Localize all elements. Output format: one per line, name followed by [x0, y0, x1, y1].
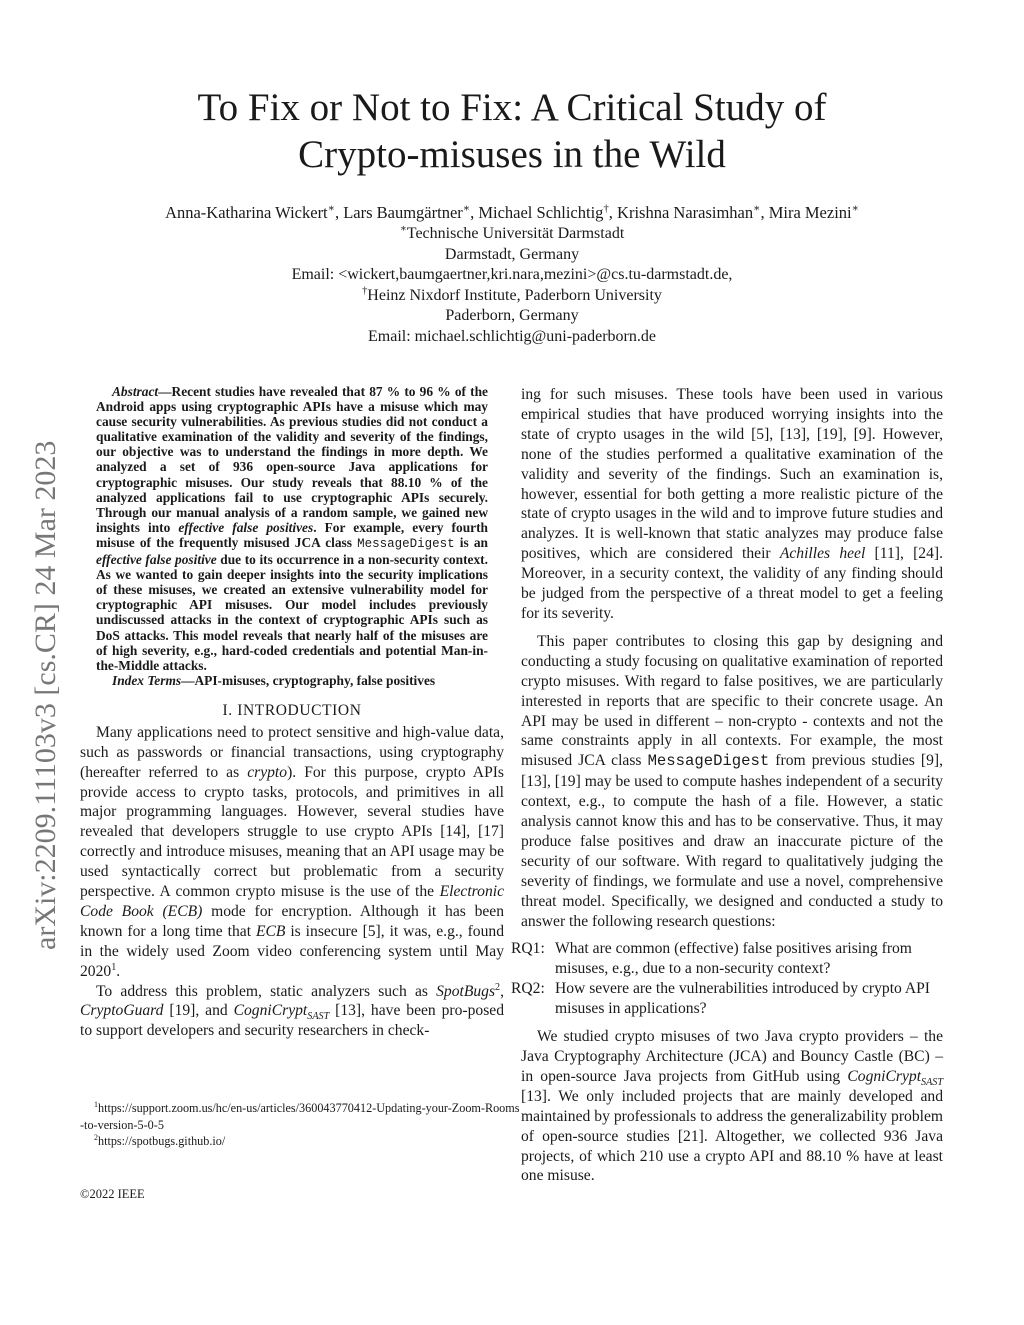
affiliation-1-city: Darmstadt, Germany	[444, 245, 580, 263]
author-list: Anna-Katharina Wickert∗, Lars Baumgärtner∗, Michael Schlichtig†, Krishna Narasimhan∗, Mira Mezini∗	[165, 202, 859, 222]
paragraph-subscript: SAST	[921, 1077, 943, 1089]
affiliation-1-email: Email: <wickert,baumgaertner,kri.nara,mezini>@cs.tu-darmstadt.de,	[291, 266, 733, 284]
section-heading	[80, 701, 504, 721]
author-mark: ∗	[327, 202, 335, 215]
footnote-marker: 1	[111, 961, 117, 973]
author-mark: ∗	[851, 202, 859, 215]
footnote-marker: 2	[495, 981, 501, 993]
paragraph-emphasis: ECB	[255, 922, 286, 940]
author-name: Anna-Katharina Wickert	[165, 203, 328, 222]
research-question-list	[511, 939, 943, 1019]
affiliation-2	[80, 286, 944, 307]
author-block	[80, 201, 944, 348]
copyright-notice: ©2022 IEEE	[80, 1187, 145, 1201]
author-name: Krishna Narasimhan	[617, 203, 754, 222]
index-terms-label: Index Terms	[112, 672, 182, 688]
footnote-number: 2	[94, 1133, 98, 1143]
author-mark: ∗	[462, 202, 471, 215]
abstract-emphasis: effective false positives	[178, 519, 314, 535]
paragraph-text: This paper contributes to closing this gap by designing and conducting a study focusing on qualitative examination of reported crypto misuses. With regard to false positives, we are particularly interested in reports that are specific to their concrete usage. An API may be used in different – non-crypto - contexts and not the same constraints apply in all contexts. For example, the most misused JCA class	[521, 632, 943, 770]
author-mark: †	[603, 202, 609, 215]
title-line-2: Crypto-misuses in the Wild	[298, 133, 726, 176]
research-question-label: RQ2:	[511, 980, 545, 998]
affiliation-1	[80, 224, 944, 245]
paragraph-text: ing for such misuses. These tools have been used in various empirical studies that have produced worrying insights into the state of crypto usages in the wild [5], [13], [19], [9]. However, none of the studies performed a qualitative examination of the validity and severity of the findings. Such an examination is, however, essential for both getting a more realistic picture of the state of crypto usages in the wild and to improve future studies and analyzes. It is well-known that static analyzes may produce false positives, which are considered their	[521, 386, 943, 563]
paragraph-text: [13]. We only included projects that are mainly developed and maintained by professionals to address the generalizability problem of open-source studies [21]. Altogether, we collected 936 Java projects, of which 210 use a crypto API and 88.10 % have at least one misuse.	[521, 1087, 943, 1185]
author-name: Mira Mezini	[768, 203, 852, 222]
abstract-code: MessageDigest	[357, 536, 455, 551]
paragraph-emphasis: Achilles heel	[779, 545, 866, 563]
footnote-1	[80, 1100, 520, 1133]
intro-paragraph-4	[521, 1027, 943, 1186]
paragraph-emphasis: CogniCrypt	[233, 1002, 308, 1020]
paragraph-text: Many applications need to protect sensitive and high-value data, such as passwords or financial transactions, using cryptography (hereafter referred to as	[80, 723, 504, 781]
title-line-1: To Fix or Not to Fix: A Critical Study of	[197, 86, 827, 129]
paragraph-emphasis: crypto	[247, 763, 288, 781]
intro-paragraph-3	[521, 632, 943, 932]
affiliation-2-email: Email: michael.schlichtig@uni-paderborn.de	[368, 327, 656, 345]
research-question-text: What are common (effective) false positives arising from misuses, e.g., due to a non-security context?	[555, 940, 912, 978]
paper-title	[100, 84, 924, 178]
paragraph-text: mode for encryption. Although it has been known for a long time that	[80, 902, 505, 940]
paragraph-text: [13], have been pro-posed to support developers and security researchers in check-	[80, 1002, 504, 1040]
abstract-label: Abstract	[112, 384, 159, 399]
paragraph-text: To address this problem, static analyzers such as	[96, 982, 437, 1000]
paragraph-code: MessageDigest	[647, 752, 770, 771]
intro-paragraph-1	[80, 723, 504, 982]
section-title-rest: NTRODUCTION	[242, 701, 362, 719]
index-terms-text: API-misuses, cryptography, false positives	[194, 672, 436, 688]
abstract-text: is an	[454, 534, 488, 550]
paragraph-emphasis: Electronic Code Book (ECB)	[80, 883, 504, 920]
abstract-dash: —	[158, 384, 172, 399]
footnote-number: 1	[94, 1099, 98, 1109]
footnotes	[80, 1100, 520, 1150]
abstract-text: Recent studies have revealed that 87 % to 96 % of the Android apps using cryptographic APIs have a misuse which may cause security vulnerabilities. As previous studies did not conduct a qualitative examination of the validity and severity of the findings, our objective was to understand the findings in more depth. We analyzed a set of 936 open-source Java applications for cryptographic misuses. Our study reveals that 88.10 % of the analyzed applications fail to use cryptographic APIs securely. Through our manual analysis of a random sample, we gained new insights into	[96, 384, 488, 535]
paragraph-emphasis: SpotBugs	[436, 982, 496, 1000]
section-number: I.	[222, 701, 233, 719]
abstract	[96, 384, 488, 673]
paragraph-emphasis: CogniCrypt	[847, 1067, 922, 1085]
affiliation-2-city: Paderborn, Germany	[445, 307, 579, 325]
paragraph-subscript: SAST	[307, 1011, 330, 1023]
paragraph-text: ). For this purpose, crypto APIs provide access to crypto tasks, protocols, and primitives in all major programming languages. However, several studies have revealed that developers struggle to use crypto APIs [14], [17] correctly and introduce misuses, meaning that an API usage may be used syntactically correct but problematic from a security perspective. A common crypto misuse is the use of the	[80, 763, 504, 901]
arxiv-identifier-text: arXiv:2209.11103v3 [cs.CR] 24 Mar 2023	[29, 440, 62, 950]
paragraph-text: [11], [24]. Moreover, in a security context, the validity of any finding should be judged from the perspective of a threat model to get a feeling for its severity.	[521, 545, 943, 622]
affiliation-name: Heinz Nixdorf Institute, Paderborn University	[367, 286, 662, 304]
arxiv-identifier	[29, 350, 62, 950]
paragraph-emphasis: CryptoGuard	[80, 1002, 164, 1020]
paragraph-text: [19], and	[163, 1002, 234, 1020]
footnote-2	[80, 1133, 520, 1150]
research-question-text: How severe are the vulnerabilities introduced by crypto API misuses in applications?	[555, 980, 931, 1018]
author-name: Lars Baumgärtner	[343, 203, 463, 222]
abstract-text: due to its occurrence in a non-security context. As we wanted to gain deeper insights into the security implications of these misuses, we created an extensive vulnerability model for cryptographic API misuses. Our model includes previously undiscussed attacks in the context of cryptographic APIs such as DoS attacks. This model reveals that nearly half of the misuses are of high severity, e.g., hard-coded credentials and potential Man-in-the-Middle attacks.	[96, 552, 488, 673]
index-terms-dash: —	[181, 672, 195, 688]
author-mark: ∗	[753, 202, 761, 215]
research-question	[511, 939, 943, 979]
affiliation-mark: †	[362, 285, 368, 297]
abstract-emphasis: effective false positive	[96, 552, 217, 568]
research-question	[511, 979, 943, 1019]
section-title-initial: I	[237, 701, 243, 719]
paragraph-text: ,	[500, 982, 504, 1000]
intro-paragraph-2	[80, 982, 504, 1042]
footnote-link[interactable]: https://support.zoom.us/hc/en-us/articles/360043770412-Updating-your-Zoom-Rooms-to-version-5-0-5	[80, 1101, 520, 1132]
author-name: Michael Schlichtig	[478, 203, 604, 222]
research-question-label: RQ1:	[511, 940, 545, 958]
intro-paragraph-2-continued	[521, 385, 943, 624]
affiliation-mark: ∗	[399, 223, 407, 235]
right-column	[511, 385, 943, 1186]
affiliation-name: Technische Universität Darmstadt	[406, 225, 625, 242]
paragraph-text: from previous studies [9], [13], [19] may be used to compute hashes independent of a security context, e.g., to compute the hash of a file. However, a static analysis cannot know this and has to be conservative. Thus, it may produce false positives and draw an inaccurate picture of the security of our software. With regard to qualitatively judging the severity of findings, we formulate and use a novel, comprehensive threat model. Specifically, we designed and conducted a study to answer the following research questions:	[521, 752, 943, 930]
paragraph-text: .	[116, 962, 121, 980]
footnote-link[interactable]: https://spotbugs.github.io/	[97, 1134, 226, 1149]
paragraph-text: We studied crypto misuses of two Java crypto providers – the Java Cryptography Architecture (JCA) and Bouncy Castle (BC) – in open-source Java projects from GitHub using	[521, 1028, 943, 1085]
abstract-text: . For example, every fourth misuse of the frequently misused JCA class	[96, 519, 489, 550]
index-terms	[96, 673, 488, 688]
paragraph-text: is insecure [5], it was, e.g., found in the widely used Zoom video conferencing system until May 2020	[80, 922, 504, 980]
left-column	[80, 384, 504, 1041]
